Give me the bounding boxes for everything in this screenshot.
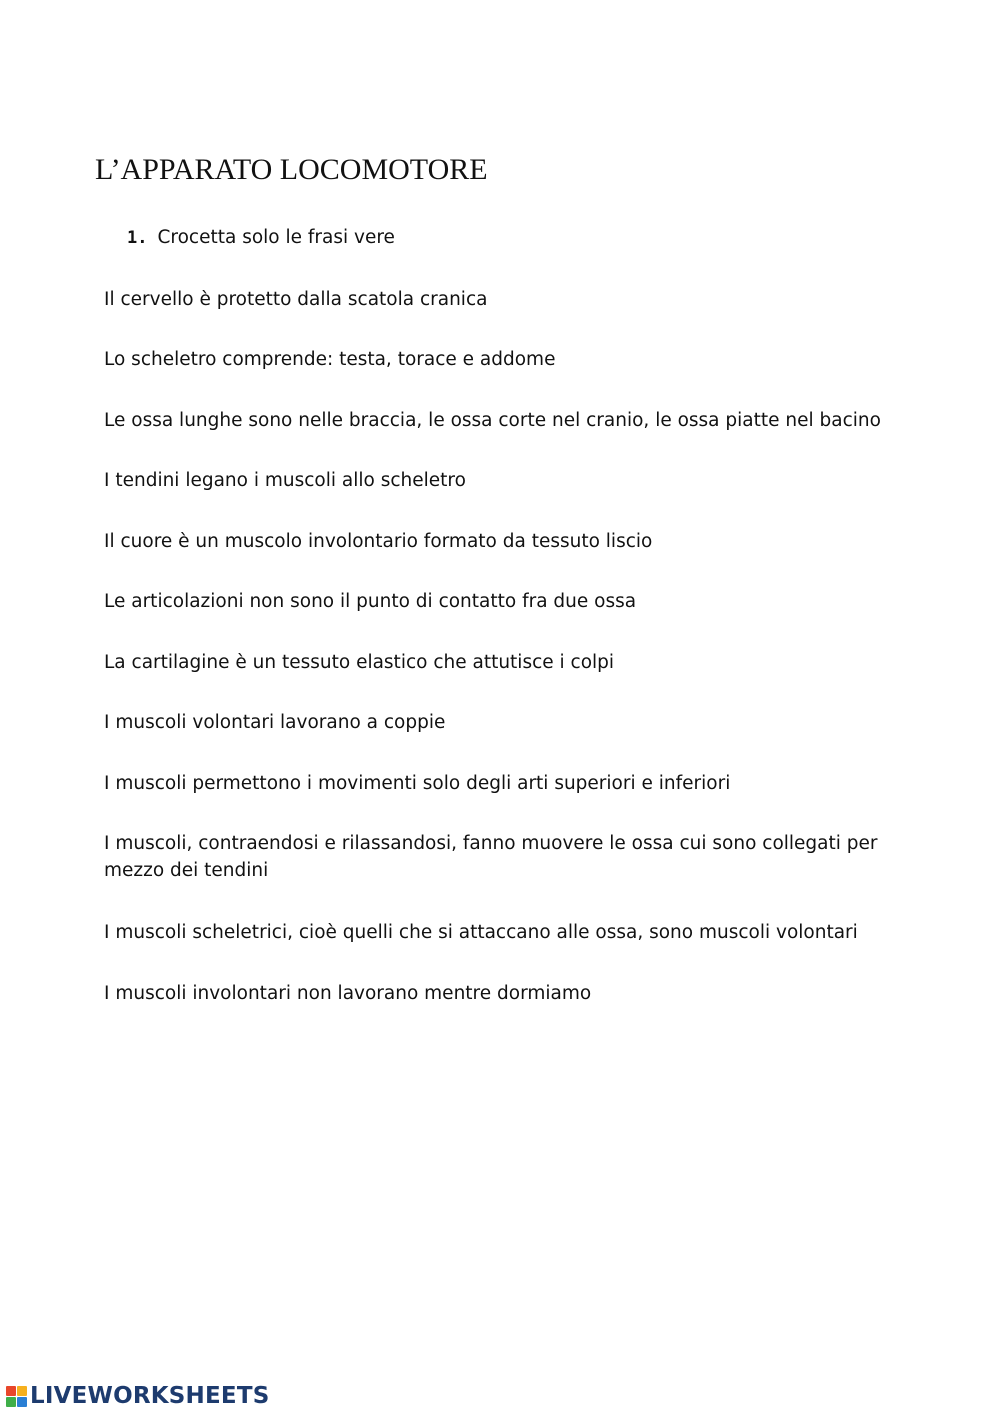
- logo-block: [6, 1397, 16, 1407]
- statement-item[interactable]: I muscoli, contraendosi e rilassandosi, fanno muovere le ossa cui sono collegati per mezzo dei tendini: [104, 833, 878, 881]
- statement-item[interactable]: I muscoli volontari lavorano a coppie: [104, 712, 446, 733]
- logo-block: [17, 1386, 27, 1396]
- exercise-instruction-text: Crocetta solo le frasi vere: [157, 227, 395, 248]
- statement-item[interactable]: Il cuore è un muscolo involontario formato da tessuto liscio: [104, 531, 653, 552]
- statement-item[interactable]: I tendini legano i muscoli allo scheletro: [104, 470, 466, 491]
- logo-block: [6, 1386, 16, 1396]
- statement-item[interactable]: I muscoli involontari non lavorano mentre dormiamo: [104, 983, 592, 1004]
- statement-item[interactable]: Lo scheletro comprende: testa, torace e addome: [104, 349, 556, 370]
- liveworksheets-logo: [6, 1381, 269, 1411]
- logo-text: LIVEWORKSHEETS: [30, 1383, 270, 1409]
- statement-item[interactable]: La cartilagine è un tessuto elastico che attutisce i colpi: [104, 652, 615, 673]
- logo-blocks-icon: [6, 1386, 27, 1407]
- statement-item[interactable]: Le articolazioni non sono il punto di contatto fra due ossa: [104, 591, 637, 612]
- exercise-instruction: [127, 226, 395, 250]
- statement-item[interactable]: Il cervello è protetto dalla scatola cranica: [104, 289, 488, 310]
- logo-block: [17, 1397, 27, 1407]
- page-title: L’APPARATO LOCOMOTORE: [95, 153, 488, 186]
- statement-item[interactable]: Le ossa lunghe sono nelle braccia, le ossa corte nel cranio, le ossa piatte nel bacino: [104, 410, 881, 431]
- statement-item[interactable]: I muscoli permettono i movimenti solo degli arti superiori e inferiori: [104, 773, 731, 794]
- statement-item[interactable]: I muscoli scheletrici, cioè quelli che si attaccano alle ossa, sono muscoli volontari: [104, 922, 858, 943]
- exercise-number: 1.: [127, 228, 148, 248]
